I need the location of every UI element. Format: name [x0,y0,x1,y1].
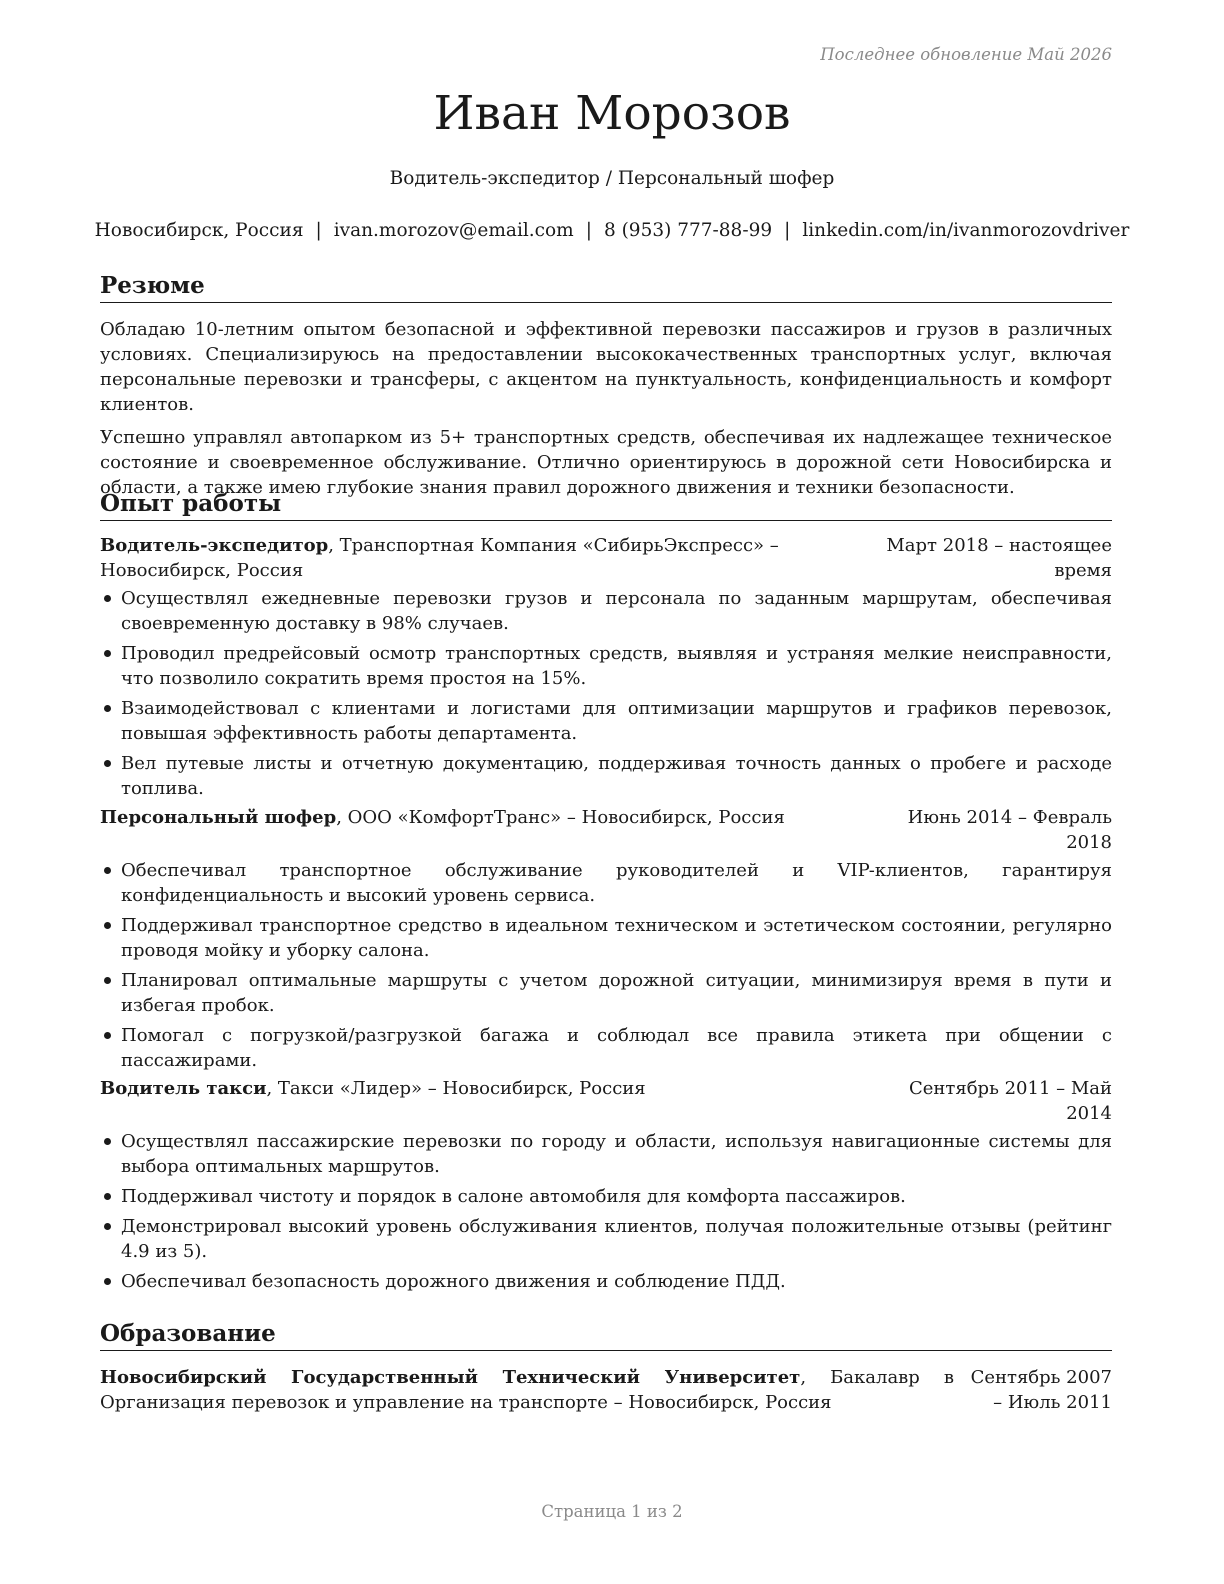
summary-paragraph: Успешно управлял автопарком из 5+ транспортных средств, обеспечивая их надлежащее техническое состояние и своевременное обслуживание. Отлично ориентируюсь в дорожной сети Новосибирска и области, а также имею глубокие знания правил дорожного движения и техники безопасности. [100,427,1112,498]
list-item: Демонстрировал высокий уровень обслуживания клиентов, получая положительные отзывы (рейтинг 4.9 из 5). [100,1214,1112,1264]
location-text: Новосибирск, Россия [94,220,304,241]
last-updated-note: Последнее обновление Май 2026 [820,45,1112,64]
contact-separator: | [585,220,592,241]
education-dates: Сентябрь 2007 – Июль 2011 [970,1367,1112,1413]
email-link[interactable]: ivan.morozov@email.com [333,220,574,241]
section-title-education: Образование [100,1320,1112,1351]
contact-line [0,220,1224,241]
job-header [100,805,1112,855]
list-item: Осуществлял ежедневные перевозки грузов и персонала по заданным маршрутам, обеспечивая своевременную доставку в 98% случаев. [100,586,1112,636]
job-dates: Сентябрь 2011 – Май 2014 [908,1078,1112,1124]
job-dates: Июнь 2014 – Февраль 2018 [907,807,1112,853]
candidate-name: Иван Морозов [433,86,791,141]
job-header [100,533,1112,583]
job-company: , Такси «Лидер» – Новосибирск, Россия [266,1078,646,1099]
list-item: Проводил предрейсовый осмотр транспортных средств, выявляя и устраняя мелкие неисправности, что позволило сократить время простоя на 15%. [100,641,1112,691]
section-title-experience: Опыт работы [100,490,1112,521]
list-item: Обеспечивал транспортное обслуживание руководителей и VIP-клиентов, гарантируя конфиденциальность и высокий уровень сервиса. [100,858,1112,908]
linkedin-link[interactable]: linkedin.com/in/ivanmorozovdriver [802,220,1130,241]
list-item: Планировал оптимальные маршруты с учетом дорожной ситуации, минимизируя время в пути и избегая пробок. [100,968,1112,1018]
job-title: Водитель-экспедитор / Персональный шофер [389,168,835,189]
contact-separator: | [315,220,322,241]
summary-section [100,272,1112,500]
job-company: , Транспортная Компания «СибирьЭкспресс» – Новосибирск, Россия [100,535,779,581]
job-company: , ООО «КомфортТранс» – Новосибирск, Россия [336,807,785,828]
job-role: Водитель такси [100,1078,267,1099]
job-role: Персональный шофер [100,807,337,828]
page-number: Страница 1 из 2 [541,1502,683,1521]
contact-separator: | [784,220,791,241]
job-entry [100,1076,1112,1299]
education-degree: , Бакалавр в Организация перевозок и управление на транспорте – Новосибирск, Россия [100,1367,955,1413]
section-title-summary: Резюме [100,272,1112,303]
list-item: Взаимодействовал с клиентами и логистами для оптимизации маршрутов и графиков перевозок, повышая эффективность работы департамента. [100,696,1112,746]
education-school: Новосибирский Государственный Технический Университет [100,1367,801,1388]
education-section [100,1320,1112,1415]
list-item: Помогал с погрузкой/разгрузкой багажа и соблюдал все правила этикета при общении с пассажирами. [100,1023,1112,1073]
phone-text: 8 (953) 777-88-99 [603,220,773,241]
job-bullets [100,586,1112,801]
job-header [100,1076,1112,1126]
job-bullets [100,1129,1112,1294]
job-entry [100,805,1112,1078]
summary-paragraph: Обладаю 10-летним опытом безопасной и эффективной перевозки пассажиров и грузов в различных условиях. Специализируюсь на предоставлении высококачественных транспортных услуг, включая персональные перевозки и трансферы, с акцентом на пунктуальность, конфиденциальность и комфорт клиентов. [100,319,1112,415]
job-role: Водитель-экспедитор [100,535,329,556]
job-entry [100,533,1112,806]
list-item: Поддерживал чистоту и порядок в салоне автомобиля для комфорта пассажиров. [100,1184,1112,1209]
experience-section [100,490,1112,521]
list-item: Осуществлял пассажирские перевозки по городу и области, используя навигационные системы для выбора оптимальных маршрутов. [100,1129,1112,1179]
job-bullets [100,858,1112,1073]
job-dates: Март 2018 – настоящее время [886,535,1112,581]
list-item: Поддерживал транспортное средство в идеальном техническом и эстетическом состоянии, регулярно проводя мойку и уборку салона. [100,913,1112,963]
list-item: Вел путевые листы и отчетную документацию, поддерживая точность данных о пробеге и расходе топлива. [100,751,1112,801]
education-entry [100,1365,1112,1415]
list-item: Обеспечивал безопасность дорожного движения и соблюдение ПДД. [100,1269,1112,1294]
